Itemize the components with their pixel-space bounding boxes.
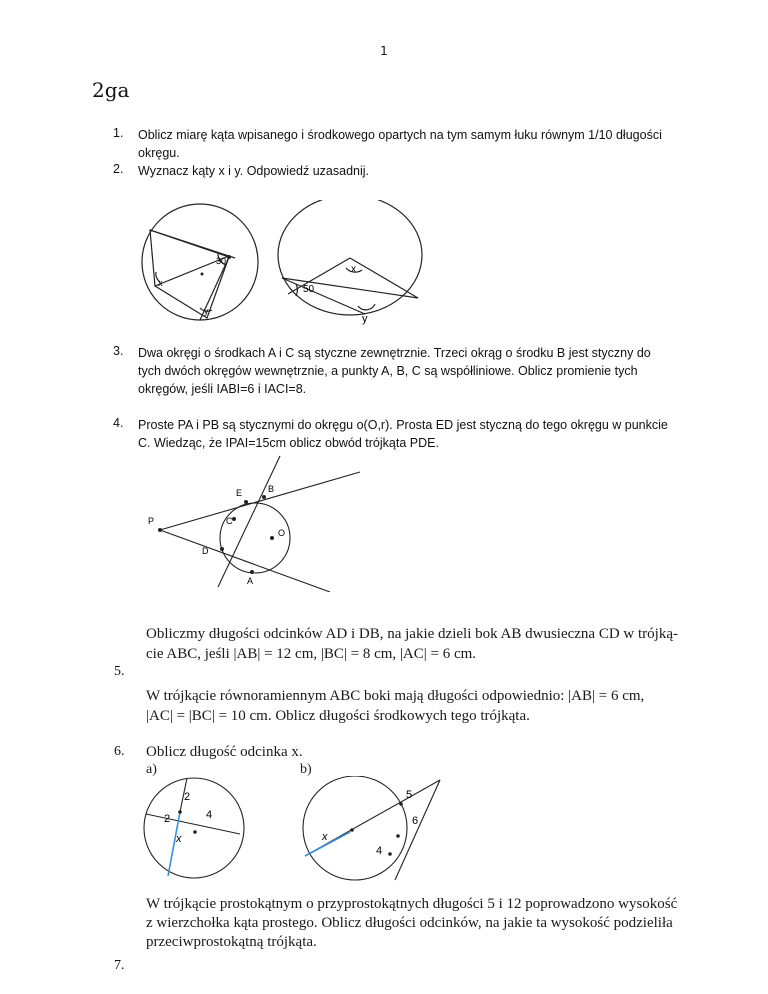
q5-line-4: |AC| = |BC| = 10 cm. Oblicz długości środkowych tego trójkąta. [146, 708, 530, 724]
fig4-label-D: D [202, 546, 209, 556]
q6-part-a: a) [146, 762, 157, 777]
left-circle-figure [142, 204, 258, 320]
fig4-label-B: B [268, 484, 275, 494]
fig6-label-ax: x [176, 833, 182, 845]
q6-heading: Oblicz długość odcinka x. [146, 744, 303, 760]
q5-line-1: Obliczmy długości odcinków AD i DB, na jakie dzieli bok AB dwusieczna CD w trójką- [146, 626, 678, 642]
fig4-label-P: P [148, 516, 155, 526]
fig6-label-a2-top: 2 [184, 791, 191, 803]
q7-line-2: z wierzchołka kąta prostego. Oblicz długości odcinków, na jakie ta wysokość podzieliła [146, 915, 673, 931]
q7-line-1: W trójkącie prostokątnym o przyprostokątnych długości 5 i 12 poprowadzono wysokość [146, 896, 678, 912]
fig4-label-C: C [226, 516, 233, 526]
fig6-label-a4: 4 [206, 809, 213, 821]
question-1-text: Oblicz miarę kąta wpisanego i środkowego opartych na tym samym łuku równym 1/10 długości okręgu. [138, 128, 662, 160]
fig2-label-y1: y [204, 306, 209, 316]
fig6-label-a2-left: 2 [164, 813, 171, 825]
question-2-text: Wyznacz kąty x i y. Odpowiedź uzasadnij. [138, 164, 369, 178]
fig6-label-b5: 5 [406, 789, 413, 801]
q6-part-b: b) [300, 762, 312, 777]
fig2-label-x2: x [351, 264, 356, 275]
question-6-number: 6. [114, 744, 125, 759]
q5-line-3: W trójkącie równoramiennym ABC boki mają długości odpowiednio: |AB| = 6 cm, [146, 688, 645, 704]
page-title: 2ga [92, 78, 130, 102]
q7-line-3: przeciwprostokątną trójkąta. [146, 934, 317, 950]
fig2-label-x1: x [158, 278, 163, 288]
right-circle-figure [278, 200, 422, 315]
fig6-label-b6: 6 [412, 815, 419, 827]
question-3-number: 3. [113, 344, 124, 358]
fig2-label-y2: y [362, 313, 368, 325]
question-4-text: Proste PA i PB są stycznymi do okręgu o(O,r). Prosta ED jest styczną do tego okręgu w punkcie C. Wiedząc, że IPAI=15cm oblicz obwód trójkąta PDE. [138, 418, 668, 450]
question-4-number: 4. [113, 416, 124, 430]
question-7-number: 7. [114, 958, 125, 973]
angle-figure [130, 200, 450, 330]
fig4-label-O: O [278, 528, 286, 538]
question-5-number: 5. [114, 664, 125, 679]
question-1-number: 1. [113, 126, 124, 140]
fig4-label-E: E [236, 488, 243, 498]
q5-line-2: cie ABC, jeśli |AB| = 12 cm, |BC| = 8 cm, |AC| = 6 cm. [146, 646, 477, 662]
chord-figure [140, 776, 460, 886]
fig2-label-30: 30 [216, 256, 227, 266]
fig4-label-A: A [247, 576, 254, 586]
page-number: 1 [380, 44, 388, 58]
fig6-label-bx: x [322, 831, 328, 843]
fig2-label-50: 50 [303, 284, 315, 295]
tangent-figure [140, 452, 380, 592]
fig6-label-b4: 4 [376, 845, 383, 857]
question-3-text: Dwa okręgi o środkach A i C są styczne zewnętrznie. Trzeci okrąg o środku B jest styczny do tych dwóch okręgów wewnętrznie, a punkty A, B, C są współliniowe. Oblicz promienie tych okręgów, jeśli IABI=6 i IACI=8. [138, 346, 651, 396]
question-2-number: 2. [113, 162, 124, 176]
